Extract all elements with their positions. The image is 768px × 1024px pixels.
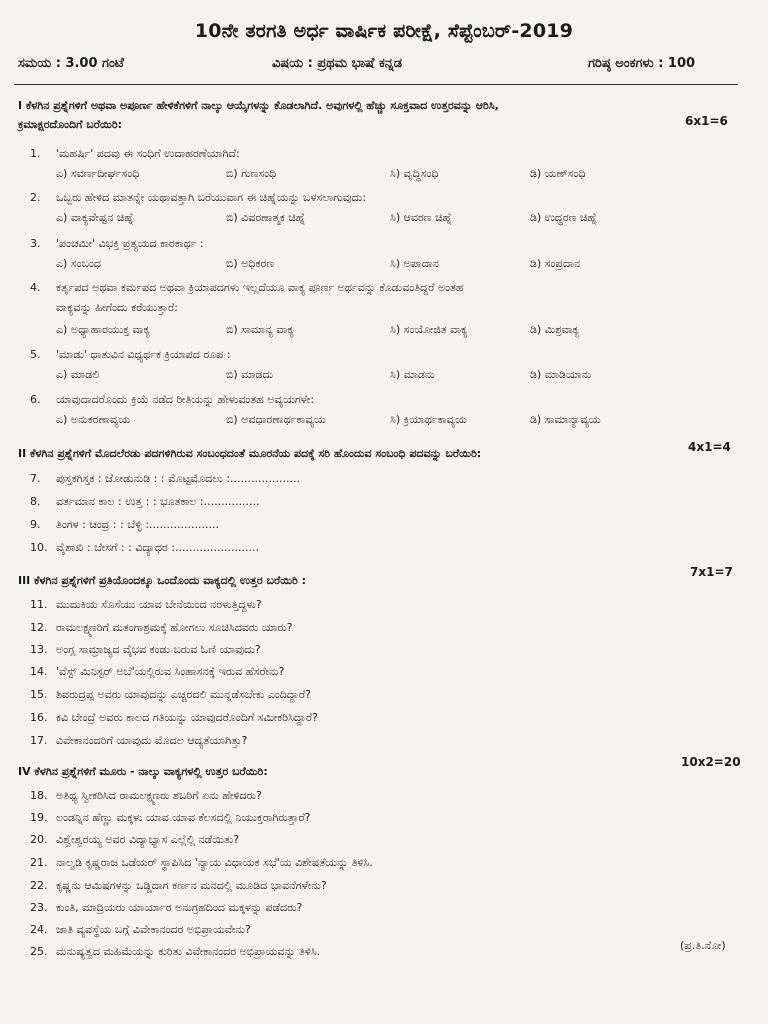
q5-option-c: ಸಿ) ಮಾಡನು — [390, 368, 435, 381]
q1-option-d: ಡಿ) ಯಣ್‌ಸಂಧಿ — [530, 167, 586, 180]
question-text: 'ಪಂಚಮೀ' ವಿಭಕ್ತಿ ಪ್ರತ್ಯಯದ ಕಾರಕಾರ್ಥ : — [56, 237, 204, 250]
question-number: 14. — [30, 665, 48, 678]
question-3 — [30, 236, 204, 252]
question-number: 23. — [30, 901, 48, 914]
question-20 — [30, 832, 239, 848]
question-13 — [30, 642, 261, 658]
question-text: ಕೃಷ್ಣನು ಆಮಿಷಗಳನ್ನು ಒಡ್ಡಿದಾಗ ಕರ್ಣನ ಮನದಲ್ಲಿ ಮೂಡಿದ ಭಾವನೆಗಳೇನು? — [56, 879, 327, 892]
q5-option-d: ಡಿ) ಮಾಡಿಯಾನು — [530, 368, 592, 381]
question-number: 20. — [30, 833, 48, 846]
question-11 — [30, 597, 262, 613]
section-2-heading: II ಕೆಳಗಿನ ಪ್ರಶ್ನೆಗಳಿಗೆ ಮೊದಲೆರಡು ಪದಗಳಿಗಿರುವ ಸಂಬಂಧದಂತೆ ಮೂರನೆಯ ಪದಕ್ಕೆ ಸರಿ ಹೊಂದುವ ಸಂಬಂಧಿ ಪದವನ್ನು ಬರೆಯಿರಿ: — [18, 447, 482, 460]
header-divider — [14, 84, 738, 85]
question-text: ಮುದುಕಿಯ ಸೊಸೆಯು ಯಾವ ಬೇನೆಯಿಂದ ನರಳುತ್ತಿದ್ದಳು? — [56, 598, 262, 611]
section-3-marks: 7x1=7 — [690, 565, 733, 579]
question-text: ವೈಶಾಖಿ : ಬೇಸಗೆ : : ವಿದ್ಯಾಧರ :........................ — [56, 541, 259, 554]
question-number: 17. — [30, 734, 48, 747]
question-text: ಕರ್ತೃಪದ ಅಥವಾ ಕರ್ಮಪದ ಅಥವಾ ಕ್ರಿಯಾಪದಗಳು ಇಲ್ಲದೆಯೂ ವಾಕ್ಯ ಪೂರ್ಣ ಅರ್ಥವನ್ನು ಕೊಡುವಂತಿದ್ದರೆ ಅಂತಹ — [56, 281, 464, 294]
section-1-marks: 6x1=6 — [685, 114, 728, 128]
question-text: ವಿಶ್ವೇಶ್ವರಯ್ಯ ಅವರ ವಿದ್ಯಾಭ್ಯಾಸ ಎಲ್ಲೆಲ್ಲಿ ನಡೆಯಿತು? — [56, 833, 240, 846]
question-8 — [30, 494, 260, 510]
q2-option-a: ಎ) ವಾಕ್ಯವೇಷ್ಟನ ಚಿಹ್ನೆ — [56, 211, 134, 224]
q1-option-b: ಬಿ) ಗುಣಸಂಧಿ — [226, 167, 277, 180]
question-22 — [30, 878, 327, 894]
question-number: 18. — [30, 789, 48, 802]
q5-option-b: ಬಿ) ಮಾಡದು — [226, 368, 274, 381]
please-turn-over: (ಪ್ರ.ತಿ.ನೋ) — [680, 939, 726, 952]
question-text: ಪುಸ್ತಕಗಿಸ್ತಕ : ಜೋಡುನುಡಿ : : ಮೊಟ್ಟಮೊದಲು :.................... — [56, 472, 300, 485]
question-number: 21. — [30, 856, 48, 869]
exam-time: ಸಮಯ : 3.00 ಗಂಟೆ — [18, 56, 124, 71]
question-number: 10. — [30, 541, 48, 554]
question-number: 12. — [30, 621, 48, 634]
question-12 — [30, 620, 293, 636]
q6-option-d: ಡಿ) ಸಾಮಾನ್ಯಾವ್ಯಯ — [530, 413, 601, 426]
question-text: ಮನುಷ್ಯತ್ವದ ಮಹಿಮೆಯನ್ನು ಕುರಿತು ವಿವೇಕಾನಂದರ ಅಭಿಪ್ರಾಯವನ್ನು ತಿಳಿಸಿ. — [56, 945, 321, 958]
question-number: 7. — [30, 472, 41, 485]
question-number: 8. — [30, 495, 41, 508]
q1-option-a: ಎ) ಸವರ್ಣದೀರ್ಘಸಂಧಿ — [56, 167, 140, 180]
q3-option-d: ಡಿ) ಸಂಪ್ರದಾನ — [530, 257, 581, 270]
question-text: 'ಮಹರ್ಷಿ' ಪದವು ಈ ಸಂಧಿಗೆ ಉದಾಹರಣೆಯಾಗಿದೆ: — [56, 147, 240, 160]
question-text: ತಿಂಗಳ : ಚಂದ್ರ : : ಬೆಳ್ಳಿ :.................... — [56, 518, 219, 531]
section-1-heading-line1: I ಕೆಳಗಿನ ಪ್ರಶ್ನೆಗಳಿಗೆ ಅಥವಾ ಅಪೂರ್ಣ ಹೇಳಿಕೆಗಳಿಗೆ ನಾಲ್ಕು ಆಯ್ಕೆಗಳನ್ನು ಕೊಡಲಾಗಿದೆ. ಅವುಗಳಲ್ಲಿ ಹೆಚ್ಚು ಸೂಕ್ತವಾದ ಉತ್ತರವನ್ನು ಆರಿಸಿ, — [18, 99, 499, 112]
q3-option-b: ಬಿ) ಅಧಿಕರಣ — [226, 257, 275, 270]
question-17 — [30, 733, 247, 749]
question-number: 16. — [30, 711, 48, 724]
question-19 — [30, 810, 310, 826]
question-text: ನಾಲ್ವಡಿ ಕೃಷ್ಣರಾಜ ಒಡೆಯರ್ ಸ್ಥಾಪಿಸಿದ 'ನ್ಯಾಯ ವಿಧಾಯಕ ಸಭೆ'ಯ ವಿಶೇಷತೆಯನ್ನು ತಿಳಿಸಿ. — [56, 856, 373, 869]
q6-option-c: ಸಿ) ಕ್ರಿಯಾರ್ಥಕಾವ್ಯಯ — [390, 413, 467, 426]
question-text: ಅತಿಥ್ಯ ಸ್ವೀಕರಿಸಿದ ರಾಮಲಕ್ಷ್ಮಣರು ಶಬರಿಗೆ ಏನು ಹೇಳಿದರು? — [56, 789, 262, 802]
q4-text-continued: ವಾಕ್ಯವನ್ನು ಹೀಗೆಂದು ಕರೆಯುತ್ತಾರೆ: — [56, 301, 178, 314]
question-9 — [30, 517, 219, 533]
question-4 — [30, 280, 463, 296]
exam-max-marks: ಗರಿಷ್ಠ ಅಂಕಗಳು : 100 — [588, 56, 696, 71]
question-text: ವರ್ತಮಾನ ಕಾಲ : ಉತ್ತ : : ಭೂತಕಾಲ :................ — [56, 495, 260, 508]
q3-option-a: ಎ) ಸಂಬಂಧ — [56, 257, 101, 270]
question-number: 24. — [30, 923, 48, 936]
question-1 — [30, 146, 240, 162]
question-number: 9. — [30, 518, 41, 531]
question-number: 22. — [30, 879, 48, 892]
question-number: 19. — [30, 811, 48, 824]
q2-option-b: ಬಿ) ವಿವರಣಾತ್ಮಕ ಚಿಹ್ನೆ — [226, 211, 306, 224]
q1-option-c: ಸಿ) ವೃದ್ಧಿಸಂಧಿ — [390, 167, 439, 180]
question-7 — [30, 471, 300, 487]
section-1-heading — [18, 96, 668, 134]
q5-option-a: ಎ) ಮಾಡಲಿ — [56, 368, 100, 381]
question-2 — [30, 190, 366, 206]
question-5 — [30, 347, 230, 363]
question-14 — [30, 664, 284, 680]
section-4-marks: 10x2=20 — [681, 755, 741, 769]
exam-subject: ವಿಷಯ : ಪ್ರಥಮ ಭಾಷೆ ಕನ್ನಡ — [272, 56, 403, 71]
question-number: 4. — [30, 281, 41, 294]
section-4-heading: IV ಕೆಳಗಿನ ಪ್ರಶ್ನೆಗಳಿಗೆ ಮೂರು - ನಾಲ್ಕು ವಾಕ್ಯಗಳಲ್ಲಿ ಉತ್ತರ ಬರೆಯಿರಿ: — [18, 765, 268, 778]
question-6 — [30, 392, 314, 408]
q2-option-d: ಡಿ) ಉದ್ಧರಣ ಚಿಹ್ನೆ — [530, 211, 597, 224]
question-23 — [30, 900, 302, 916]
question-number: 1. — [30, 147, 41, 160]
question-16 — [30, 710, 318, 726]
question-text: ಲಂಡನ್ನಿನ ಹೆಣ್ಣು ಮಕ್ಕಳು ಯಾವ ಯಾವ ಕೆಲಸದಲ್ಲಿ ನಿಯುಕ್ತರಾಗಿರುತ್ತಾರೆ? — [56, 811, 311, 824]
section-1-heading-line2: ಕ್ರಮಾಕ್ಷರದೊಂದಿಗೆ ಬರೆಯಿರಿ: — [18, 118, 123, 131]
question-24 — [30, 922, 251, 938]
question-number: 2. — [30, 191, 41, 204]
question-number: 25. — [30, 945, 48, 958]
section-2-marks: 4x1=4 — [688, 440, 731, 454]
question-text: ವಿವೇಕಾನಂದರಿಗೆ ಯಾವುದು ಮೊದಲ ಆದ್ಯತೆಯಾಗಿತ್ತು? — [56, 734, 248, 747]
question-number: 5. — [30, 348, 41, 361]
question-text: ಕುಂತಿ, ಮಾದ್ರಿಯರು ಯಾರ್ಯಾರ ಅನುಗ್ರಹದಿಂದ ಮಕ್ಕಳನ್ನು ಪಡೆದರು? — [56, 901, 303, 914]
q3-option-c: ಸಿ) ಅಪಾದಾನ — [390, 257, 439, 270]
question-15 — [30, 687, 311, 703]
q4-option-a: ಎ) ಅಧ್ಯಾಹಾರಯುಕ್ತ ವಾಕ್ಯ — [56, 323, 151, 336]
q4-option-c: ಸಿ) ಸಂಯೋಜಿತ ವಾಕ್ಯ — [390, 323, 468, 336]
question-number: 11. — [30, 598, 48, 611]
question-text: ಕವಿ ಬೇಂದ್ರೆ ಅವರು ಕಾಲದ ಗತಿಯನ್ನು ಯಾವುದರೊಂದಿಗೆ ಸಮೀಕರಿಸಿದ್ದಾರೆ? — [56, 711, 318, 724]
question-text: ಯಾವುದಾದರೊಂದು ಕ್ರಿಯೆ ನಡೆದ ರೀತಿಯನ್ನು ಹೇಳುವಂತಹ ಅವ್ಯಯಗಳೇ: — [56, 393, 315, 406]
question-number: 15. — [30, 688, 48, 701]
question-number: 13. — [30, 643, 48, 656]
question-10 — [30, 540, 259, 556]
section-3-heading: III ಕೆಳಗಿನ ಪ್ರಶ್ನೆಗಳಿಗೆ ಪ್ರತಿಯೊಂದಕ್ಕೂ ಒಂದೊಂದು ವಾಕ್ಯದಲ್ಲಿ ಉತ್ತರ ಬರೆಯಿರಿ : — [18, 574, 307, 587]
question-text: ಅಂಗ್ಲ ಸಾಮ್ರಾಜ್ಯದ ವೈಭವ ಕಂಡು ಬರುವ ಓಣಿ ಯಾವುದು? — [56, 643, 261, 656]
question-text: ಜಾತಿ ವ್ಯವಸ್ಥೆಯ ಬಗ್ಗೆ ವಿವೇಕಾನಂದರ ಅಭಿಪ್ರಾಯವೇನು? — [56, 923, 251, 936]
q4-option-d: ಡಿ) ಮಿಶ್ರವಾಕ್ಯ — [530, 323, 580, 336]
question-text: ಒಬ್ಬರು ಹೇಳಿದ ಮಾತನ್ನೇ ಯಥಾವತ್ತಾಗಿ ಬರೆಯುವಾಗ ಈ ಚಿಹ್ನೆಯನ್ನು ಬಳಸಲಾಗುವುದು: — [56, 191, 366, 204]
question-text: ಶಿವರುದ್ರಪ್ಪ ಅವರು ಯಾವುದನ್ನು ಎಚ್ಚರದಲಿ ಮುನ್ನಡೆಸಬೇಕು ಎಂದಿದ್ದಾರೆ? — [56, 688, 311, 701]
question-text: 'ಮಾಡು' ಧಾತುವಿನ ವಿಧ್ಯರ್ಥಕ ಕ್ರಿಯಾಪದ ರೂಪ : — [56, 348, 231, 361]
question-text: ರಾಮಲಕ್ಷ್ಮಣರಿಗೆ ಮತಂಗಾಶ್ರಮಕ್ಕೆ ಹೋಗಲು ಸೂಚಿಸಿದವರು ಯಾರು? — [56, 621, 293, 634]
q6-option-a: ಎ) ಅನುಕರಣಾವ್ಯಯ — [56, 413, 131, 426]
q4-option-b: ಬಿ) ಸಾಮಾನ್ಯ ವಾಕ್ಯ — [226, 323, 294, 336]
exam-title: 10ನೇ ತರಗತಿ ಅರ್ಧ ವಾರ್ಷಿಕ ಪರೀಕ್ಷೆ, ಸೆಪ್ಟೆಂಬರ್-2019 — [194, 20, 574, 42]
q6-option-b: ಬಿ) ಅವಧಾರಣಾರ್ಥಕಾವ್ಯಯ — [226, 413, 326, 426]
question-number: 6. — [30, 393, 41, 406]
question-text: 'ವೆಸ್ಟ್ ಮಿನಿಸ್ಟರ್ ಅಬೆ'ಯಲ್ಲಿರುವ ಸಿಂಹಾಸನಕ್ಕೆ ಇರುವ ಹೆಸರೇನು? — [56, 665, 285, 678]
question-25 — [30, 944, 320, 960]
question-number: 3. — [30, 237, 41, 250]
question-18 — [30, 788, 262, 804]
question-21 — [30, 855, 373, 871]
q2-option-c: ಸಿ) ಆವರಣ ಚಿಹ್ನೆ — [390, 211, 453, 224]
